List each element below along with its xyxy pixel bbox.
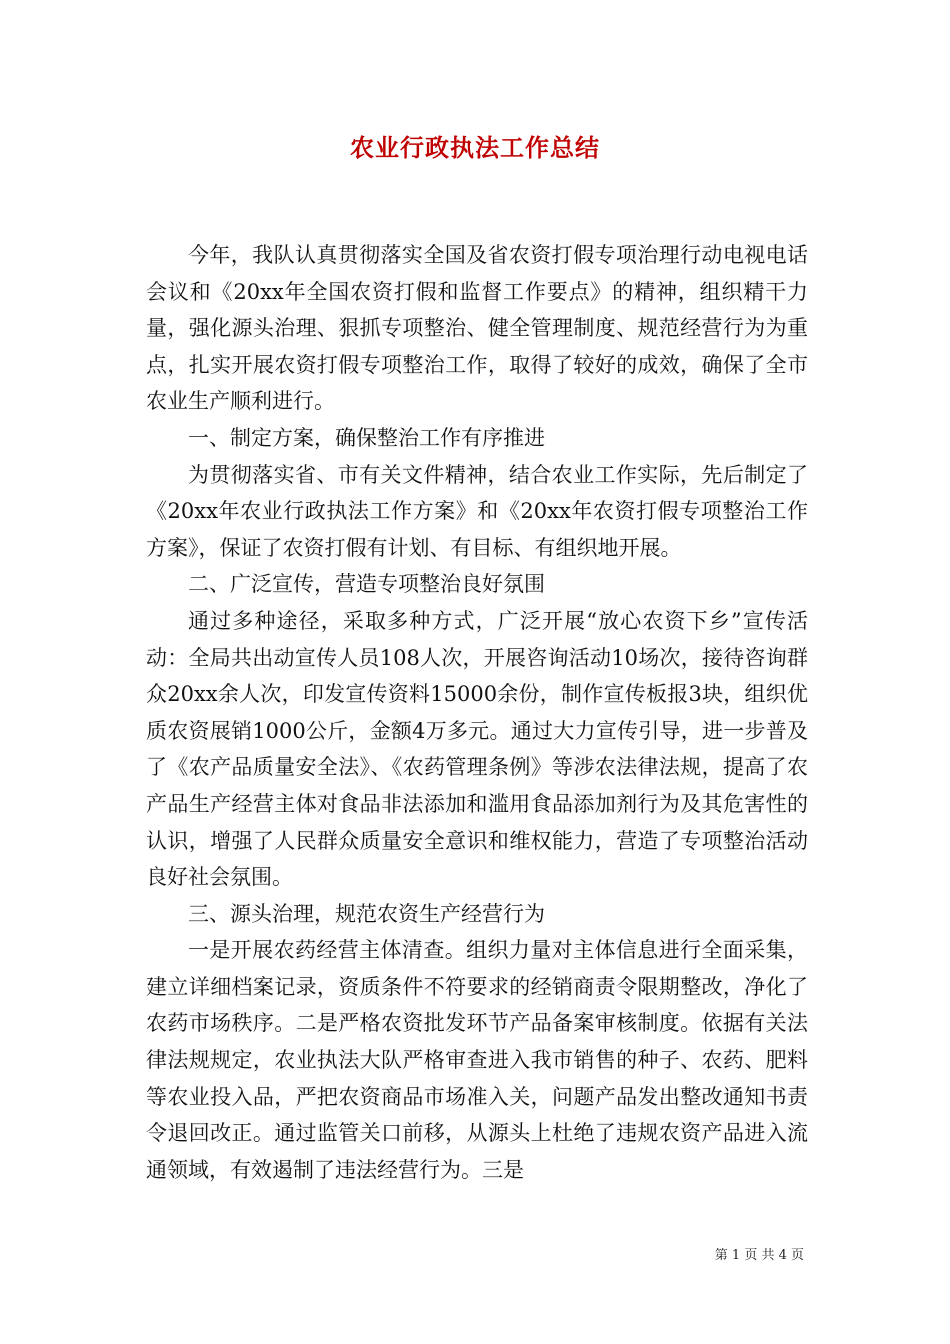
page-number-footer: 第 1 页 共 4 页 — [714, 1248, 804, 1263]
paragraph-section-3: 一是开展农药经营主体清查。组织力量对主体信息进行全面采集，建立详细档案记录，资质条件不符要求的经销商责令限期整改，净化了农药市场秩序。二是严格农资批发环节产品备案审核制度。依据有关法律法规规定，农业执法大队严格审查进入我市销售的种子、农药、肥料等农业投入品，严把农资商品市场准入关，问题产品发出整改通知书责令退回改正。通过监管关口前移，从源头上杜绝了违规农资产品进入流通领域，有效遏制了违法经营行为。三是 — [146, 938, 808, 1182]
document-body — [146, 237, 808, 1188]
section-heading-3: 三、源头治理，规范农资生产经营行为 — [188, 901, 545, 926]
paragraph-intro: 今年，我队认真贯彻落实全国及省农资打假专项治理行动电视电话会议和《20xx年全国农资打假和监督工作要点》的精神，组织精干力量，强化源头治理、狠抓专项整治、健全管理制度、规范经营行为为重点，扎实开展农资打假专项整治工作，取得了较好的成效，确保了全市农业生产顺利进行。 — [146, 243, 808, 414]
paragraph-section-1: 为贯彻落实省、市有关文件精神，结合农业工作实际，先后制定了《20xx年农业行政执法工作方案》和《20xx年农资打假专项整治工作方案》，保证了农资打假有计划、有目标、有组织地开展。 — [146, 462, 808, 560]
section-heading-1: 一、制定方案，确保整治工作有序推进 — [188, 425, 545, 450]
section-heading-2: 二、广泛宣传，营造专项整治良好氛围 — [188, 572, 545, 597]
document-title: 农业行政执法工作总结 — [350, 133, 600, 162]
paragraph-section-2: 通过多种途径，采取多种方式，广泛开展“放心农资下乡”宣传活动：全局共出动宣传人员108人次，开展咨询活动10场次，接待咨询群众20xx余人次，印发宣传资料15000余份，制作宣传板报3块，组织优质农资展销1000公斤，金额4万多元。通过大力宣传引导，进一步普及了《农产品质量安全法》、《农药管理条例》等涉农法律法规，提高了农产品生产经营主体对食品非法添加和滥用食品添加剂行为及其危害性的认识，增强了人民群众质量安全意识和维权能力，营造了专项整治活动良好社会氛围。 — [146, 608, 808, 890]
